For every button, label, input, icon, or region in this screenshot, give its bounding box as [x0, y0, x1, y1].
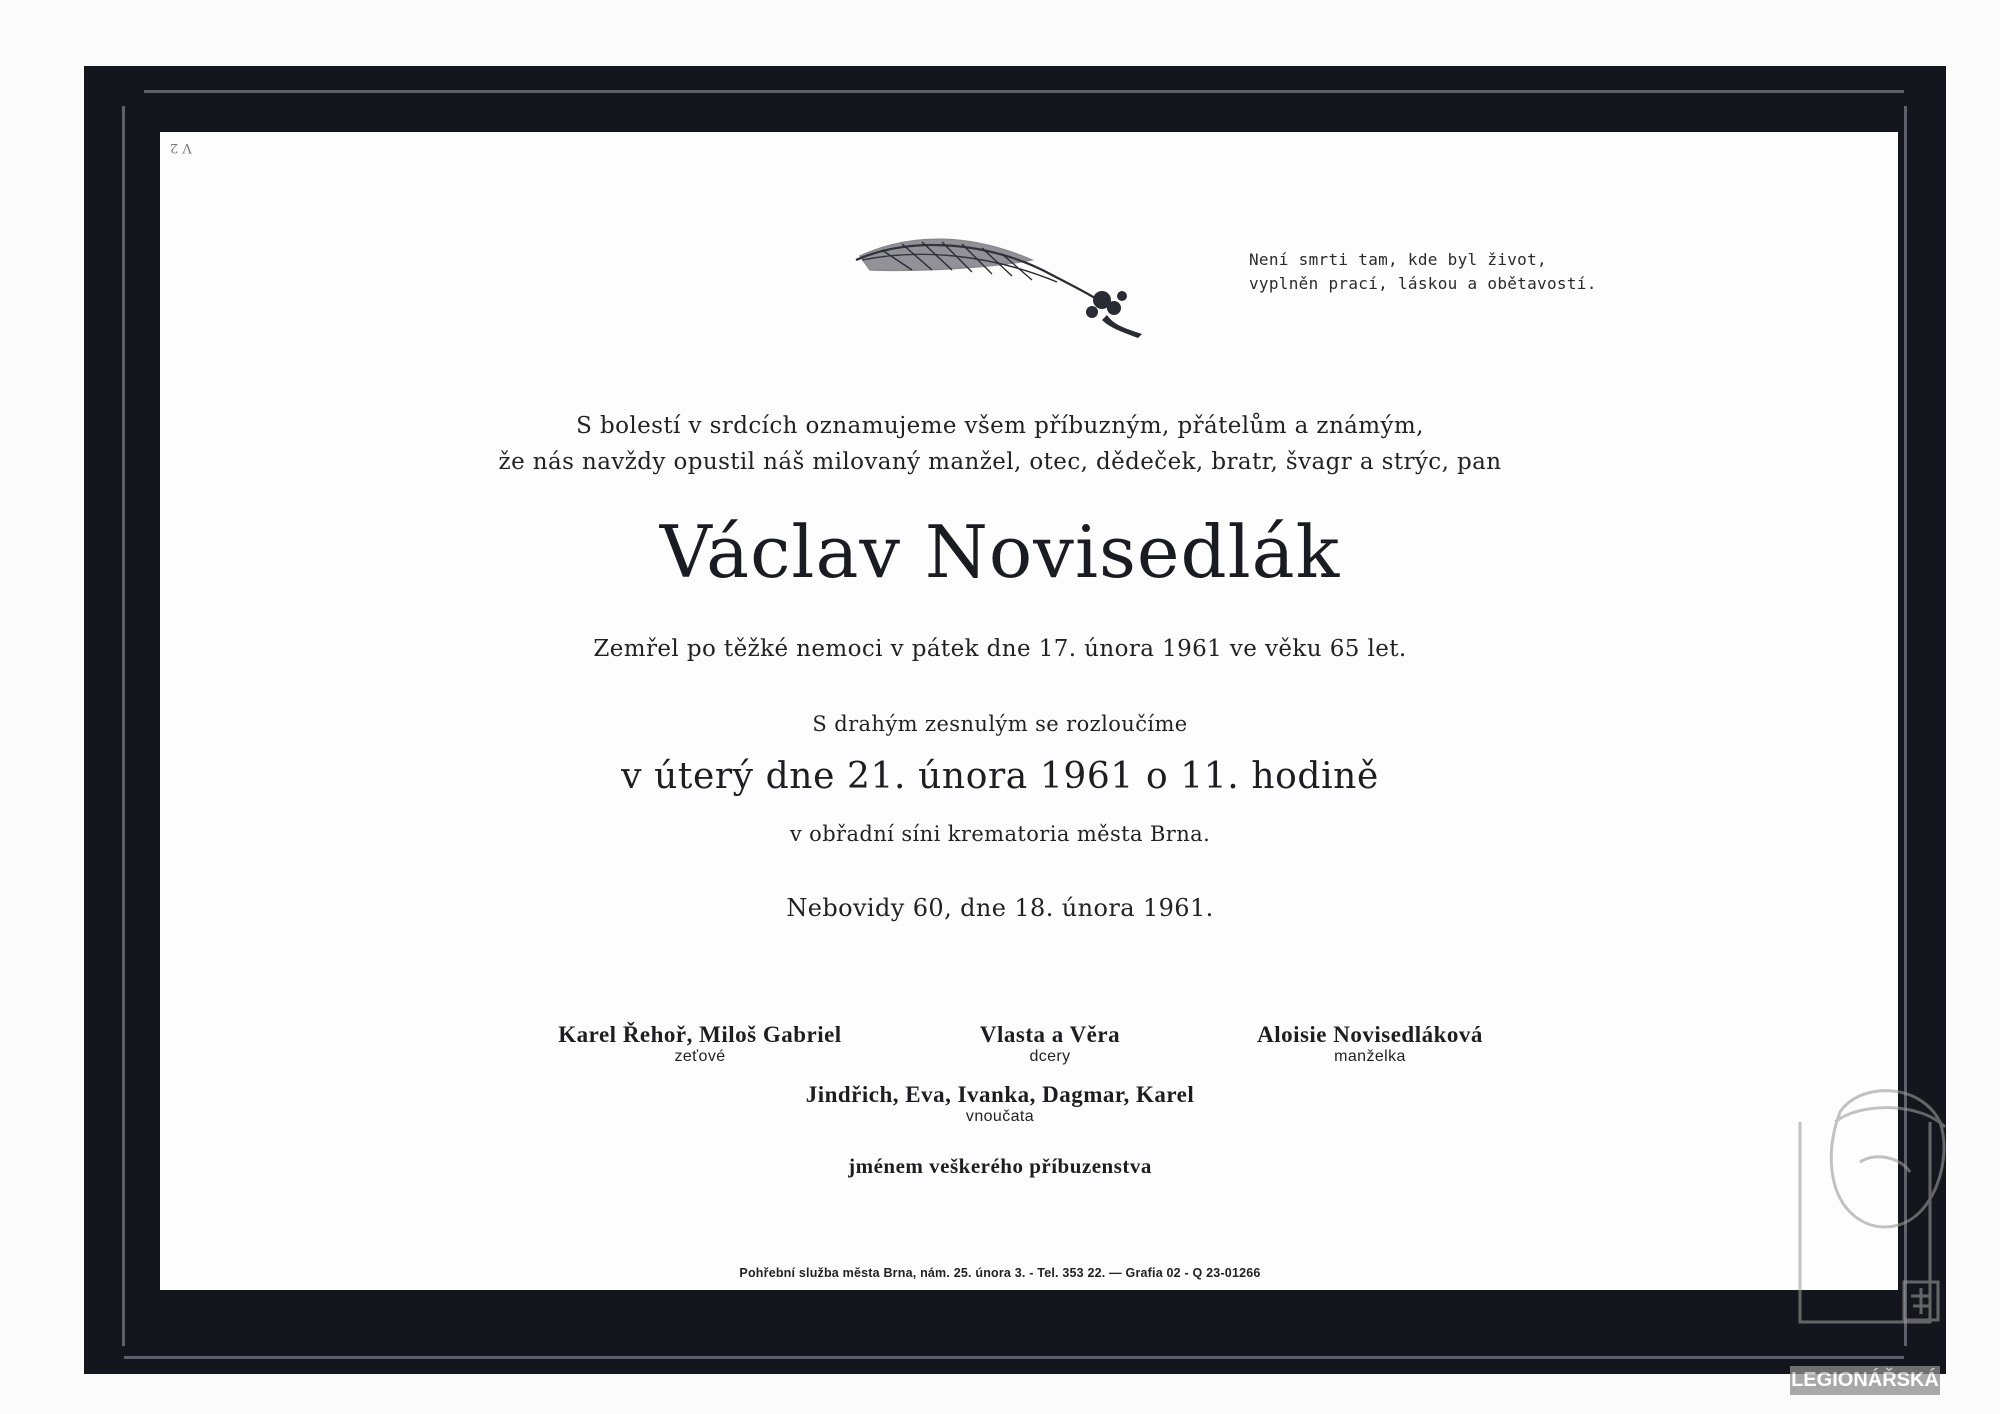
mourner-group-grandchildren [700, 1082, 1300, 1126]
intro-line-1: S bolestí v srdcích oznamujeme všem příbuzným, přátelům a známým, [576, 413, 1424, 439]
mourner-group-sons-in-law [500, 1022, 900, 1066]
farewell-date: v úterý dne 21. února 1961 o 11. hodině [621, 756, 1379, 797]
motto [1249, 248, 1597, 296]
legionnaire-emblem-icon [1780, 1082, 1964, 1410]
intro-line-2: že nás navždy opustil náš milovaný manžel, otec, dědeček, bratr, švagr a strýc, pan [498, 449, 1502, 475]
farewell-place: v obřadní síni krematoria města Brna. [789, 822, 1211, 846]
mourner-role: dcery [1029, 1048, 1071, 1065]
announcement-intro [400, 408, 1600, 480]
mourner-group-wife [1200, 1022, 1540, 1066]
corner-mark: V 2 [170, 140, 192, 155]
motto-line-1: Není smrti tam, kde byl život, [1249, 250, 1547, 269]
mourner-names: Vlasta a Věra [979, 1022, 1121, 1047]
place-and-date: Nebovidy 60, dne 18. února 1961. [786, 894, 1214, 922]
legionnaire-emblem-graphic [1780, 1082, 1964, 1362]
border-streak-left [122, 106, 125, 1346]
mourner-role: zeťové [674, 1048, 726, 1065]
motto-line-2: vyplněn prací, láskou a obětavostí. [1249, 274, 1597, 293]
mourner-role: manželka [1334, 1048, 1406, 1065]
mourner-group-daughters [900, 1022, 1200, 1066]
death-notice: Zemřel po těžké nemoci v pátek dne 17. února 1961 ve věku 65 let. [593, 636, 1407, 662]
border-streak-bottom [124, 1356, 1904, 1359]
mourner-names: Aloisie Novisedláková [1257, 1022, 1483, 1047]
watermark-label: LEGIONÁŘSKÁ [1790, 1366, 1940, 1395]
mourner-names: Karel Řehoř, Miloš Gabriel [558, 1022, 842, 1047]
mourner-names: Jindřich, Eva, Ivanka, Dagmar, Karel [805, 1082, 1195, 1107]
mourner-closing: jménem veškerého příbuzenstva [848, 1154, 1152, 1178]
farewell-intro: S drahým zesnulým se rozloučíme [812, 712, 1188, 736]
deceased-name: Václav Novisedlák [659, 510, 1341, 594]
feather-icon [852, 230, 1152, 340]
mourner-role: vnoučata [965, 1108, 1035, 1125]
printer-imprint: Pohřební služba města Brna, nám. 25. února 3. - Tel. 353 22. — Grafia 02 - Q 23-01266 [739, 1266, 1261, 1280]
border-streak-top [144, 90, 1904, 93]
